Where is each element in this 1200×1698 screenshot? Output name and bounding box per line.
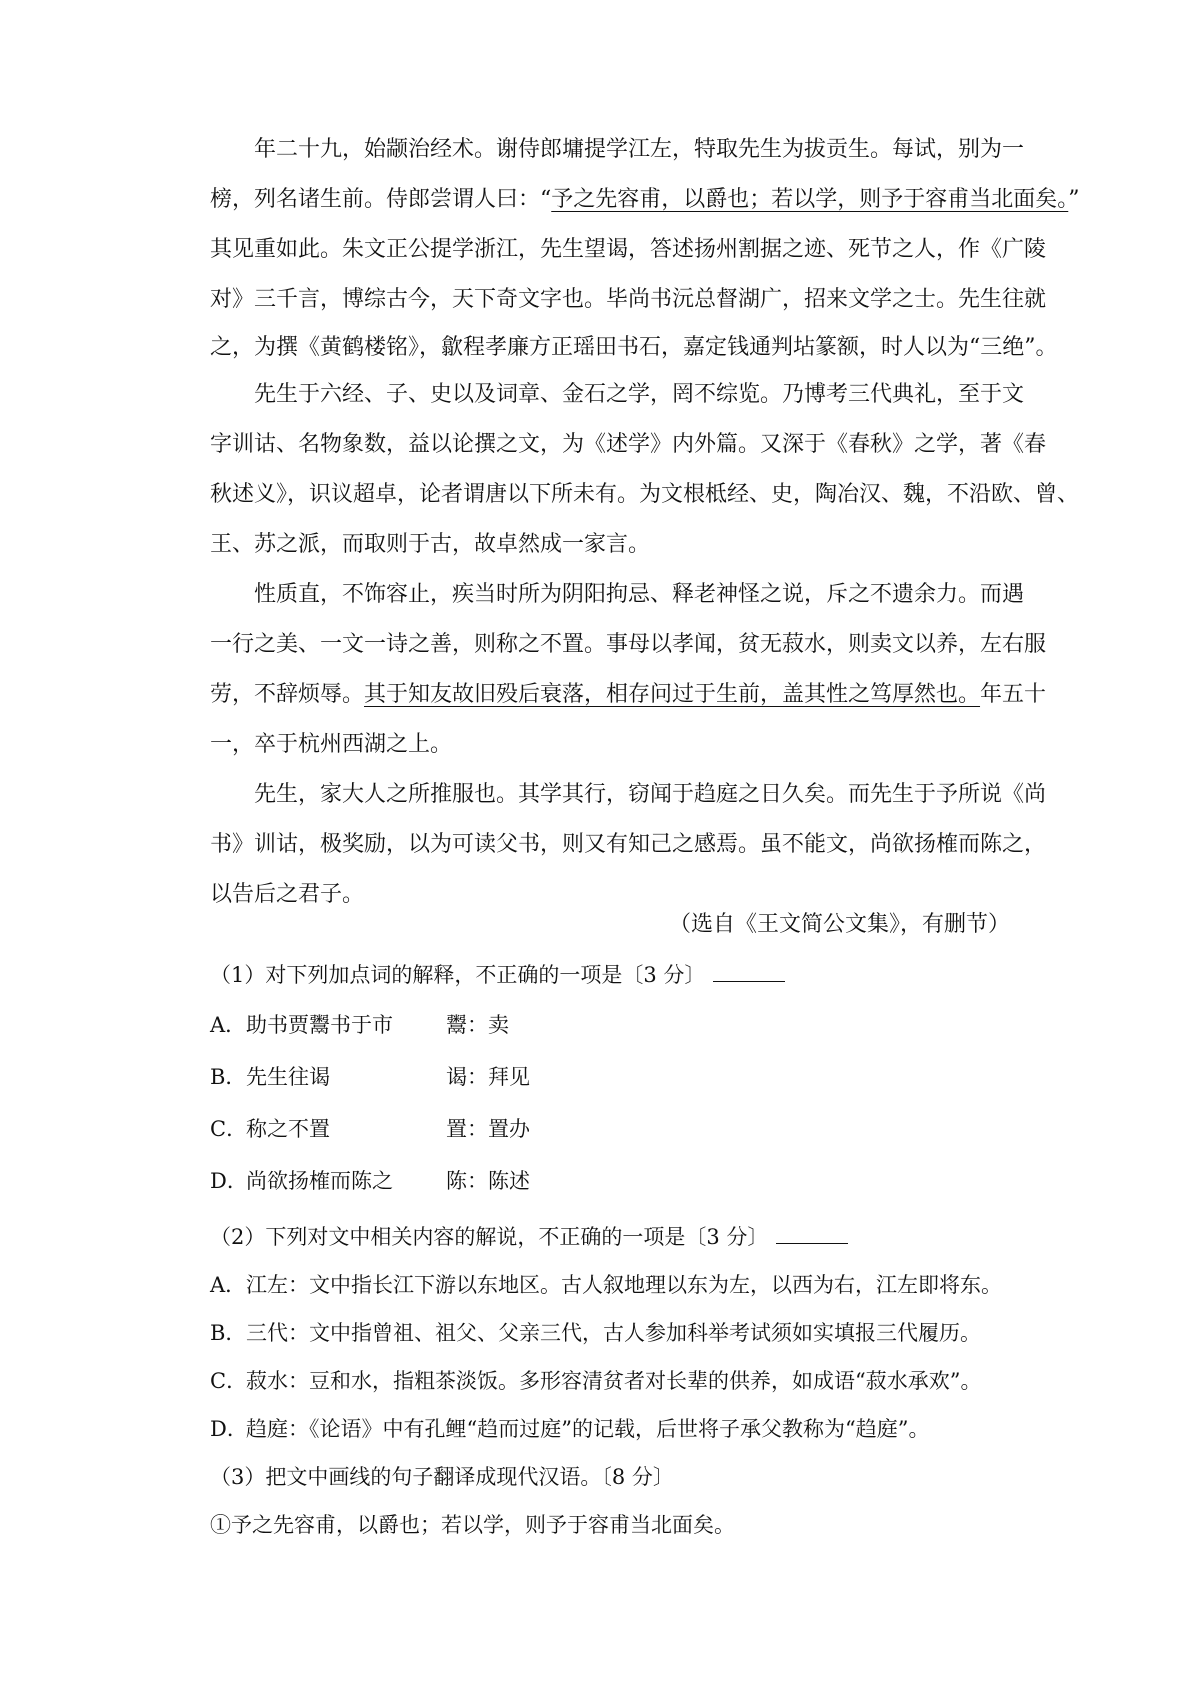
- passage-line: 年二十九，始颛治经术。谢侍郎墉提学江左，特取先生为拔贡生。每试，别为一: [210, 137, 1025, 162]
- passage-line: [210, 185, 1080, 215]
- option-letter: A．: [210, 1013, 247, 1037]
- passage-line: 以告后之君子。: [210, 882, 365, 907]
- question-2-option-b: [210, 1318, 981, 1348]
- question-1-stem: [210, 960, 785, 990]
- passage-text: 年五十: [980, 682, 1047, 707]
- passage-line: 其见重如此。朱文正公提学浙江，先生望谒，答述扬州割据之迹、死节之人，作《广陵: [210, 237, 1047, 262]
- question-2-option-d: [210, 1414, 929, 1444]
- option-term: 称之不置: [246, 1117, 330, 1141]
- passage-line: 秋述义》，识议超卓，论者谓唐以下所未有。为文根柢经、史，陶冶汉、魏，不沿欧、曾、: [210, 482, 1080, 507]
- option-term: 先生往谒: [246, 1065, 330, 1089]
- question-1-option-b: [210, 1062, 530, 1092]
- passage-line: 一行之美、一文一诗之善，则称之不置。事母以孝闻，贫无菽水，则卖文以养，左右服: [210, 632, 1047, 657]
- question-1-option-a: [210, 1010, 509, 1040]
- option-letter: B．: [210, 1321, 247, 1345]
- option-gloss: 置：置办: [446, 1117, 530, 1141]
- option-letter: A．: [210, 1273, 247, 1297]
- passage-line: [210, 680, 1046, 710]
- option-letter: B．: [210, 1065, 247, 1089]
- passage-text: ”: [1068, 187, 1080, 212]
- passage-line: 字训诂、名物象数，益以论撰之文，为《述学》内外篇。又深于《春秋》之学，著《春: [210, 432, 1047, 457]
- option-letter: C．: [210, 1369, 248, 1393]
- option-text: 趋庭：《论语》中有孔鲤“趋而过庭”的记载，后世将子承父教称为“趋庭”。: [246, 1417, 930, 1441]
- question-2-option-a: [210, 1270, 1002, 1300]
- question-1-option-c: [210, 1114, 530, 1144]
- underlined-sentence-2: 其于知友故旧殁后衰落，相存问过于生前，盖其性之笃厚然也。: [364, 682, 981, 707]
- option-letter: D．: [210, 1417, 248, 1441]
- passage-line: 之，为撰《黄鹤楼铭》，歙程孝廉方正瑶田书石，嘉定钱通判坫篆额，时人以为“三绝”。: [210, 335, 1058, 360]
- question-1-option-d: [210, 1166, 530, 1196]
- question-3-item-1: ①予之先容甫，以爵也；若以学，则予于容甫当北面矣。: [210, 1513, 735, 1537]
- passage-line: 一，卒于杭州西湖之上。: [210, 732, 453, 757]
- answer-blank: [776, 1223, 848, 1244]
- option-gloss: 陈：陈述: [446, 1169, 530, 1193]
- underlined-sentence-1: 予之先容甫，以爵也；若以学，则予于容甫当北面矣。: [551, 187, 1069, 212]
- passage-text: 劳，不辞烦辱。: [210, 682, 365, 707]
- option-text: 江左：文中指长江下游以东地区。古人叙地理以东为左，以西为右，江左即将东。: [246, 1273, 1002, 1297]
- answer-blank: [713, 961, 785, 982]
- option-gloss: 鬻：卖: [446, 1013, 509, 1037]
- passage-source: （选自《王文简公文集》，有删节）: [668, 912, 1010, 937]
- passage-line: 书》训诂，极奖励，以为可读父书，则又有知己之感焉。虽不能文，尚欲扬榷而陈之，: [210, 832, 1047, 857]
- question-2-stem: [210, 1222, 848, 1252]
- passage-line: 对》三千言，博综古今，天下奇文字也。毕尚书沅总督湖广，招来文学之士。先生往就: [210, 287, 1047, 312]
- passage-line: 先生，家大人之所推服也。其学其行，窃闻于趋庭之日久矣。而先生于予所说《尚: [210, 782, 1047, 807]
- question-text: （2）下列对文中相关内容的解说，不正确的一项是〔3 分〕: [210, 1225, 769, 1249]
- option-text: 三代：文中指曾祖、祖父、父亲三代，古人参加科举考试须如实填报三代履历。: [246, 1321, 981, 1345]
- question-2-option-c: [210, 1366, 981, 1396]
- passage-text: 榜，列名诸生前。侍郎尝谓人曰：“: [210, 187, 552, 212]
- question-3-stem: （3）把文中画线的句子翻译成现代汉语。〔8 分〕: [210, 1465, 674, 1489]
- passage-line: 性质直，不饰容止，疾当时所为阴阳拘忌、释老神怪之说，斥之不遗余力。而遇: [210, 582, 1025, 607]
- option-term: 尚欲扬榷而陈之: [246, 1169, 393, 1193]
- passage-line: 王、苏之派，而取则于古，故卓然成一家言。: [210, 532, 651, 557]
- option-letter: D．: [210, 1169, 248, 1193]
- option-letter: C．: [210, 1117, 248, 1141]
- passage-line: 先生于六经、子、史以及词章、金石之学，罔不综览。乃博考三代典礼，至于文: [210, 382, 1025, 407]
- option-term: 助书贾鬻书于市: [246, 1013, 393, 1037]
- option-text: 菽水：豆和水，指粗茶淡饭。多形容清贫者对长辈的供养，如成语“菽水承欢”。: [246, 1369, 982, 1393]
- question-text: （1）对下列加点词的解释，不正确的一项是〔3 分〕: [210, 963, 706, 987]
- option-gloss: 谒：拜见: [446, 1065, 530, 1089]
